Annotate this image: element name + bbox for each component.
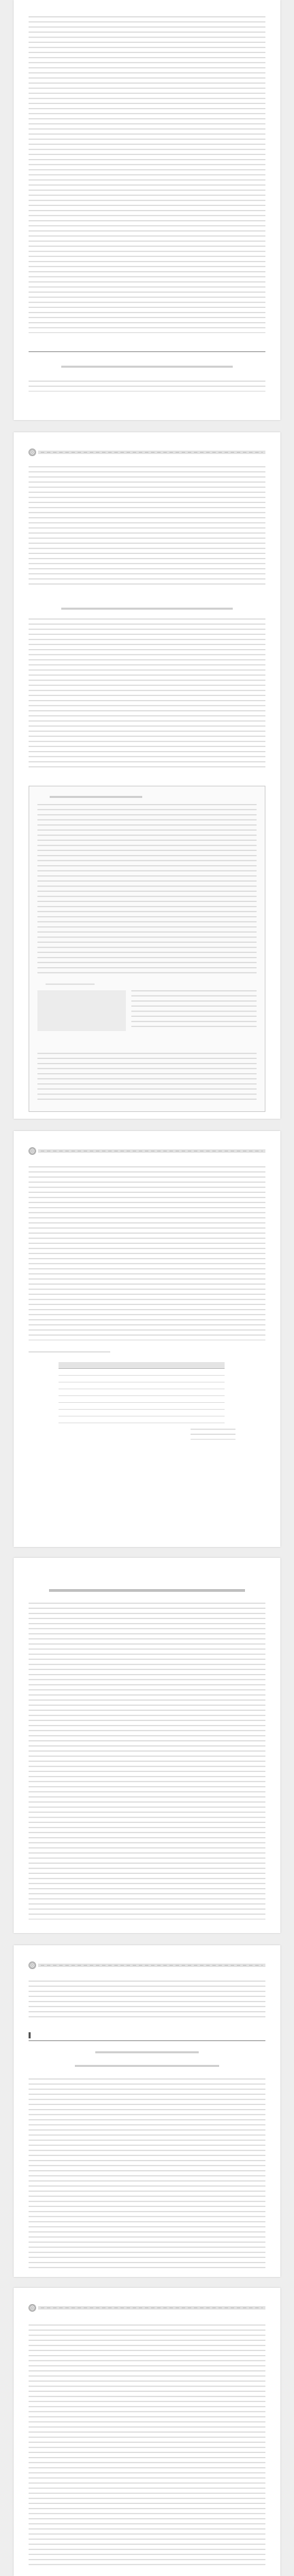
article-subtitle-bar — [75, 2065, 219, 2067]
source-note-text — [191, 1429, 235, 1440]
table-cell — [59, 1416, 105, 1423]
table-cell — [59, 1410, 105, 1416]
page-header — [29, 1147, 265, 1155]
spiral-logo-icon — [29, 1962, 36, 1969]
section-marker-icon — [29, 2032, 31, 2038]
table-row — [59, 1416, 225, 1423]
table-header-cell — [165, 1362, 225, 1369]
sidebar-subhead-bar — [46, 984, 95, 985]
table-cell — [165, 1376, 225, 1382]
spiral-logo-icon — [29, 2304, 36, 2312]
table-cell — [59, 1376, 105, 1382]
table-header-cell — [105, 1362, 165, 1369]
sidebar-body-text — [37, 804, 257, 974]
page-header — [29, 2304, 265, 2312]
table-cell — [59, 1389, 105, 1396]
table-cell — [59, 1403, 105, 1410]
table-row — [59, 1389, 225, 1396]
page-4 — [14, 1558, 280, 1933]
table-cell — [165, 1416, 225, 1423]
header-band — [38, 1964, 265, 1967]
page-3 — [14, 1131, 280, 1547]
article-body-text — [29, 619, 265, 771]
header-band — [38, 451, 265, 454]
sidebar-body-text-2 — [37, 1053, 257, 1102]
article-title-bar — [49, 1589, 245, 1592]
article-body-text — [29, 466, 265, 589]
table-cell — [59, 1396, 105, 1403]
section-divider — [29, 2040, 265, 2041]
article-title-bar — [61, 608, 233, 610]
table-cell — [105, 1403, 165, 1410]
page-header — [29, 449, 265, 457]
sidebar-box — [29, 786, 265, 1112]
table-row — [59, 1396, 225, 1403]
header-band — [38, 1149, 265, 1153]
table-cell — [105, 1396, 165, 1403]
article-body-text — [29, 1603, 265, 1919]
table-cell — [105, 1382, 165, 1389]
table-header-row — [59, 1362, 225, 1369]
page-2 — [14, 432, 280, 1119]
table-cell — [59, 1382, 105, 1389]
table-cell — [165, 1389, 225, 1396]
sidebar-title-bar — [50, 796, 142, 798]
header-band — [38, 2306, 265, 2310]
figure-caption-text — [131, 990, 257, 1030]
table-cell — [105, 1376, 165, 1382]
article-body-text — [29, 1166, 265, 1340]
table-cell — [165, 1410, 225, 1416]
table-row — [59, 1410, 225, 1416]
table-row — [59, 1369, 225, 1376]
table-header-cell — [59, 1362, 105, 1369]
table-row — [59, 1382, 225, 1389]
table-cell — [165, 1382, 225, 1389]
page-header — [29, 1962, 265, 1970]
table-cell — [105, 1416, 165, 1423]
table-cell — [59, 1369, 105, 1376]
spiral-logo-icon — [29, 449, 36, 456]
table-cell — [105, 1369, 165, 1376]
page-5 — [14, 1945, 280, 2277]
article-body-text — [29, 2078, 265, 2269]
article-body-text — [29, 16, 265, 333]
page-6 — [14, 2288, 280, 2576]
table-row — [59, 1376, 225, 1382]
article-lead-text — [29, 381, 265, 391]
article-title-bar — [61, 366, 233, 368]
table-title-bar — [29, 1351, 110, 1353]
section-divider — [29, 351, 265, 352]
data-table — [59, 1362, 225, 1423]
article-body-text — [29, 2325, 265, 2569]
table-cell — [165, 1403, 225, 1410]
article-title-bar — [95, 2051, 199, 2053]
table-cell — [165, 1369, 225, 1376]
page-1 — [14, 0, 280, 420]
spiral-logo-icon — [29, 1147, 36, 1155]
figure-image — [37, 990, 126, 1031]
table-cell — [105, 1410, 165, 1416]
article-body-text — [29, 1981, 265, 2020]
table-cell — [165, 1396, 225, 1403]
table-row — [59, 1403, 225, 1410]
table-cell — [105, 1389, 165, 1396]
